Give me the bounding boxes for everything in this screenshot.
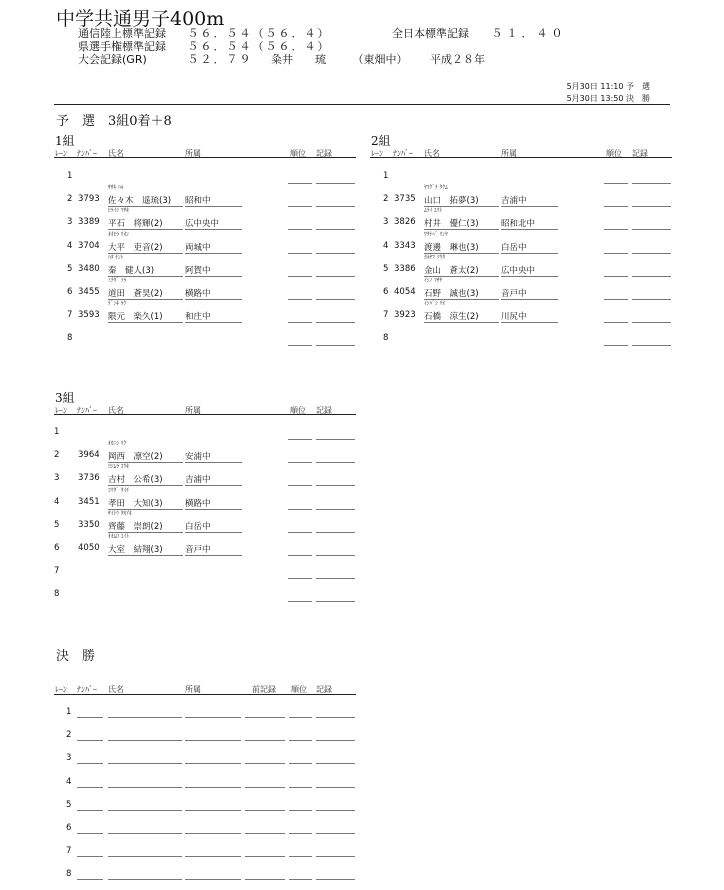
col-rank: 順位: [606, 149, 622, 158]
number-cell: 3386: [394, 264, 416, 274]
lane-cell: 7: [383, 310, 389, 320]
team-cell: 安浦中: [185, 452, 211, 462]
record-blank: [632, 345, 671, 346]
rank-blank: [288, 206, 312, 207]
name-blank: [108, 763, 182, 764]
name-cell: 秦 健人(3): [108, 266, 155, 276]
team-cell: 白岳中: [501, 243, 527, 253]
col-name: 氏名: [424, 149, 440, 158]
record-blank: [316, 532, 355, 533]
col-record: 記録: [316, 685, 332, 694]
record-blank: [316, 879, 355, 880]
col-record: 記録: [316, 406, 332, 415]
schedule-final: 5月30日 13:50 決 勝: [566, 94, 650, 103]
col-prev: 前記録: [252, 685, 276, 694]
rank-blank: [288, 485, 312, 486]
col-number: ﾅﾝﾊﾞｰ: [77, 685, 97, 694]
record-year: 平成２８年: [430, 53, 485, 66]
team-cell: 吉浦中: [501, 196, 527, 206]
record-blank: [316, 601, 355, 602]
heat-title: 3組: [55, 391, 75, 405]
record-blank: [632, 322, 671, 323]
name-cell: 齊藤 崇朗(2): [108, 522, 163, 532]
col-number: ﾅﾝﾊﾞｰ: [77, 406, 97, 415]
name-blank: [108, 856, 182, 857]
rank-blank: [288, 532, 312, 533]
rank-blank: [289, 833, 312, 834]
record-blank: [316, 322, 355, 323]
col-name: 氏名: [108, 685, 124, 694]
record-value: ５１．４０: [491, 27, 567, 40]
team-cell: 広中央中: [185, 219, 220, 229]
rank-blank: [604, 276, 628, 277]
team-underline: [185, 276, 242, 277]
name-cell: 大室 結翔(3): [108, 545, 163, 555]
page-title: 中学共通男子400m: [56, 8, 225, 30]
rank-blank: [289, 717, 312, 718]
prev-blank: [245, 856, 285, 857]
team-cell: 昭和中: [185, 196, 211, 206]
name-kana: ｲｼﾉ ﾏｻﾔ: [424, 278, 443, 284]
team-blank: [185, 833, 241, 834]
lane-cell: 4: [66, 777, 72, 787]
lane-cell: 8: [54, 589, 60, 599]
lane-cell: 4: [383, 241, 389, 251]
lane-cell: 4: [67, 241, 73, 251]
team-blank: [185, 763, 241, 764]
lane-cell: 3: [383, 217, 389, 227]
team-blank: [185, 787, 241, 788]
name-cell: 道田 蒼昊(2): [108, 289, 163, 299]
number-cell: 3964: [78, 450, 100, 460]
record-line-zennihon: [392, 25, 567, 41]
rank-blank: [289, 763, 312, 764]
final-heading: 決 勝: [56, 649, 96, 664]
lane-cell: 5: [66, 800, 72, 810]
prev-blank: [245, 833, 285, 834]
prev-blank: [245, 810, 285, 811]
number-blank: [77, 717, 103, 718]
rank-blank: [288, 276, 312, 277]
name-kana: ｲｼﾊﾞｼ ﾘｵ: [424, 301, 445, 307]
record-label: 通信陸上標準記録: [78, 27, 166, 40]
rank-blank: [288, 345, 312, 346]
record-blank: [632, 276, 671, 277]
team-underline: [185, 555, 242, 556]
rank-blank: [288, 439, 312, 440]
name-blank: [108, 810, 182, 811]
lane-cell: 3: [66, 753, 72, 763]
number-blank: [77, 879, 103, 880]
name-kana: ﾑﾗｲ ﾕｳﾄ: [424, 208, 443, 214]
record-label: 大会記録(GR): [78, 53, 147, 66]
rank-blank: [288, 509, 312, 510]
team-underline: [185, 253, 242, 254]
name-kana: ｵｶﾆｼ ﾘｸ: [108, 441, 127, 447]
name-kana: ﾋﾗｲｼ ﾏｻｷ: [108, 208, 129, 214]
name-blank: [108, 879, 182, 880]
team-cell: 横路中: [185, 289, 211, 299]
rank-blank: [604, 299, 628, 300]
col-team: 所属: [501, 149, 517, 158]
name-kana: ﾔﾏｸﾞﾁ ﾀｸﾑ: [424, 185, 448, 191]
name-kana: ｻｲﾄｳ ﾀｶｱｷ: [108, 511, 132, 517]
lane-cell: 8: [66, 869, 72, 879]
record-value: ５６．５４（５６．４）: [187, 27, 331, 40]
record-holder: 粂井 琉: [271, 53, 326, 66]
rank-blank: [288, 555, 312, 556]
col-team: 所属: [185, 406, 201, 415]
record-blank: [316, 485, 355, 486]
team-underline: [185, 229, 242, 230]
name-underline: [108, 322, 183, 323]
number-cell: 3455: [78, 287, 100, 297]
name-cell: 平石 将輝(2): [108, 219, 163, 229]
col-lane: ﾚｰﾝ: [55, 685, 67, 694]
name-kana: ﾊﾀ ｹﾝﾄ: [108, 255, 124, 261]
name-cell: 渡邊 琳也(3): [424, 243, 479, 253]
name-kana: ｻｻｷ ﾊﾙ: [108, 185, 124, 191]
col-lane: ﾚｰﾝ: [371, 149, 383, 158]
record-blank: [632, 229, 671, 230]
lane-cell: 1: [67, 171, 73, 181]
heat-title: 1組: [55, 134, 75, 148]
col-lane: ﾚｰﾝ: [55, 149, 67, 158]
rank-blank: [288, 322, 312, 323]
lane-cell: 3: [67, 217, 73, 227]
rank-blank: [289, 879, 312, 880]
name-cell: 村井 優仁(3): [424, 219, 479, 229]
team-cell: 横路中: [185, 499, 211, 509]
name-cell: 石橋 涼生(2): [424, 312, 479, 322]
name-kana: ｹﾞﾝｷ ﾗｸ: [108, 301, 127, 307]
record-blank: [316, 740, 355, 741]
name-cell: 孝田 大知(3): [108, 499, 163, 509]
number-blank: [77, 856, 103, 857]
number-cell: 4054: [394, 287, 416, 297]
lane-cell: 5: [54, 520, 60, 530]
col-name: 氏名: [108, 149, 124, 158]
team-cell: 和庄中: [185, 312, 211, 322]
lane-cell: 7: [66, 846, 72, 856]
rank-blank: [604, 206, 628, 207]
name-kana: ｵｵﾋﾗ ﾘｵﾝ: [108, 232, 129, 238]
record-label: 全日本標準記録: [392, 27, 469, 40]
number-cell: 3343: [394, 241, 416, 251]
final-header-rule: [54, 694, 356, 695]
record-blank: [316, 856, 355, 857]
name-kana: ｶﾈﾔﾏ ｿｳﾀ: [424, 255, 445, 261]
record-value: ５２．７９: [187, 53, 253, 66]
name-kana: ﾖｼﾑﾗ ｺｳｷ: [108, 464, 129, 470]
team-underline: [185, 509, 242, 510]
heat-header-rule: [54, 414, 356, 415]
rank-blank: [288, 578, 312, 579]
number-cell: 3593: [78, 310, 100, 320]
number-cell: 3826: [394, 217, 416, 227]
lane-cell: 6: [54, 543, 60, 553]
prev-blank: [245, 717, 285, 718]
number-blank: [77, 763, 103, 764]
lane-cell: 7: [67, 310, 73, 320]
number-cell: 3704: [78, 241, 100, 251]
lane-cell: 5: [383, 264, 389, 274]
lane-cell: 4: [54, 497, 60, 507]
record-value: ５６．５４（５６．４）: [187, 40, 331, 53]
prelim-heading: 予 選 3組0着＋8: [56, 114, 172, 129]
team-cell: 川尻中: [501, 312, 527, 322]
team-underline: [185, 485, 242, 486]
number-cell: 3350: [78, 520, 100, 530]
record-blank: [316, 439, 355, 440]
team-blank: [185, 740, 241, 741]
record-blank: [632, 183, 671, 184]
lane-cell: 2: [54, 450, 60, 460]
rank-blank: [604, 229, 628, 230]
team-cell: 広中央中: [501, 266, 536, 276]
team-cell: 両城中: [185, 243, 211, 253]
prev-blank: [245, 763, 285, 764]
record-line-gr: [78, 51, 485, 67]
lane-cell: 6: [383, 287, 389, 297]
lane-cell: 2: [383, 194, 389, 204]
number-cell: 3923: [394, 310, 416, 320]
team-underline: [501, 276, 558, 277]
team-underline: [501, 229, 558, 230]
rank-blank: [288, 253, 312, 254]
record-blank: [316, 810, 355, 811]
team-cell: 音戸中: [185, 545, 211, 555]
record-blank: [316, 276, 355, 277]
team-underline: [501, 206, 558, 207]
lane-cell: 2: [66, 730, 72, 740]
name-kana: ｵｵﾑﾛ ﾕｲﾄ: [108, 534, 129, 540]
name-cell: 佐々木 遥琉(3): [108, 196, 172, 206]
number-cell: 3480: [78, 264, 100, 274]
record-team: （東畑中）: [352, 53, 408, 66]
number-blank: [77, 740, 103, 741]
team-blank: [185, 879, 241, 880]
team-cell: 阿賀中: [185, 266, 211, 276]
name-cell: 金山 蒼太(2): [424, 266, 479, 276]
record-blank: [316, 253, 355, 254]
name-cell: 山口 拓夢(3): [424, 196, 479, 206]
lane-cell: 7: [54, 566, 60, 576]
rank-blank: [288, 183, 312, 184]
number-cell: 3793: [78, 194, 100, 204]
record-blank: [316, 833, 355, 834]
col-rank: 順位: [291, 685, 307, 694]
team-cell: 音戸中: [501, 289, 527, 299]
team-underline: [185, 462, 242, 463]
record-blank: [316, 578, 355, 579]
rank-blank: [289, 787, 312, 788]
schedule-prelim: 5月30日 11:10 予 選: [566, 82, 650, 91]
team-blank: [185, 717, 241, 718]
lane-cell: 8: [383, 333, 389, 343]
record-blank: [316, 763, 355, 764]
record-blank: [632, 253, 671, 254]
rank-blank: [288, 462, 312, 463]
record-blank: [316, 183, 355, 184]
rank-blank: [604, 345, 628, 346]
rank-blank: [289, 856, 312, 857]
rank-blank: [289, 810, 312, 811]
team-underline: [501, 299, 558, 300]
record-blank: [316, 345, 355, 346]
heat-title: 2組: [371, 134, 391, 148]
number-cell: 3451: [78, 497, 100, 507]
name-cell: 限元 楽久(1): [108, 312, 163, 322]
team-blank: [185, 810, 241, 811]
name-cell: 石野 誠也(3): [424, 289, 479, 299]
name-kana: ﾜﾀﾅﾍﾞ ﾘﾝﾔ: [424, 232, 448, 238]
rank-blank: [604, 183, 628, 184]
name-underline: [424, 322, 499, 323]
record-label: 県選手権標準記録: [78, 40, 166, 53]
rank-blank: [288, 601, 312, 602]
rank-blank: [288, 299, 312, 300]
name-cell: 大平 吏音(2): [108, 243, 163, 253]
team-blank: [185, 856, 241, 857]
col-rank: 順位: [290, 406, 306, 415]
col-name: 氏名: [108, 406, 124, 415]
name-blank: [108, 740, 182, 741]
prev-blank: [245, 879, 285, 880]
rank-blank: [604, 253, 628, 254]
lane-cell: 6: [67, 287, 73, 297]
name-blank: [108, 787, 182, 788]
team-underline: [501, 253, 558, 254]
record-blank: [316, 206, 355, 207]
record-blank: [316, 787, 355, 788]
col-number: ﾅﾝﾊﾞｰ: [393, 149, 413, 158]
number-blank: [77, 810, 103, 811]
number-cell: 4050: [78, 543, 100, 553]
lane-cell: 6: [66, 823, 72, 833]
team-underline: [501, 322, 558, 323]
record-blank: [316, 717, 355, 718]
team-underline: [185, 206, 242, 207]
heat-header-rule: [370, 157, 672, 158]
record-blank: [316, 462, 355, 463]
prev-blank: [245, 787, 285, 788]
number-cell: 3735: [394, 194, 416, 204]
header-rule: [54, 104, 670, 105]
lane-cell: 3: [54, 473, 60, 483]
team-underline: [185, 299, 242, 300]
rank-blank: [604, 322, 628, 323]
record-blank: [632, 299, 671, 300]
col-team: 所属: [185, 685, 201, 694]
record-blank: [316, 555, 355, 556]
lane-cell: 1: [54, 427, 60, 437]
record-blank: [632, 206, 671, 207]
lane-cell: 1: [66, 707, 72, 717]
number-cell: 3736: [78, 473, 100, 483]
col-record: 記録: [316, 149, 332, 158]
record-blank: [316, 299, 355, 300]
prev-blank: [245, 740, 285, 741]
name-blank: [108, 833, 182, 834]
number-blank: [77, 833, 103, 834]
col-record: 記録: [632, 149, 648, 158]
heat-header-rule: [54, 157, 356, 158]
col-team: 所属: [185, 149, 201, 158]
team-underline: [185, 532, 242, 533]
team-cell: 吉浦中: [185, 475, 211, 485]
lane-cell: 1: [383, 171, 389, 181]
name-kana: ﾐﾁﾀﾞ ｿﾗ: [108, 278, 127, 284]
lane-cell: 5: [67, 264, 73, 274]
record-blank: [316, 229, 355, 230]
name-cell: 岡西 凛空(2): [108, 452, 163, 462]
name-underline: [108, 555, 183, 556]
team-cell: 昭和北中: [501, 219, 536, 229]
team-cell: 白岳中: [185, 522, 211, 532]
rank-blank: [288, 229, 312, 230]
team-underline: [185, 322, 242, 323]
number-blank: [77, 787, 103, 788]
lane-cell: 2: [67, 194, 73, 204]
name-kana: ｺｳﾀﾞ ﾀｲﾁ: [108, 488, 129, 494]
lane-cell: 8: [67, 333, 73, 343]
col-number: ﾅﾝﾊﾞｰ: [77, 149, 97, 158]
name-blank: [108, 717, 182, 718]
number-cell: 3389: [78, 217, 100, 227]
rank-blank: [289, 740, 312, 741]
col-rank: 順位: [290, 149, 306, 158]
name-cell: 吉村 公希(3): [108, 475, 163, 485]
record-blank: [316, 509, 355, 510]
col-lane: ﾚｰﾝ: [55, 406, 67, 415]
